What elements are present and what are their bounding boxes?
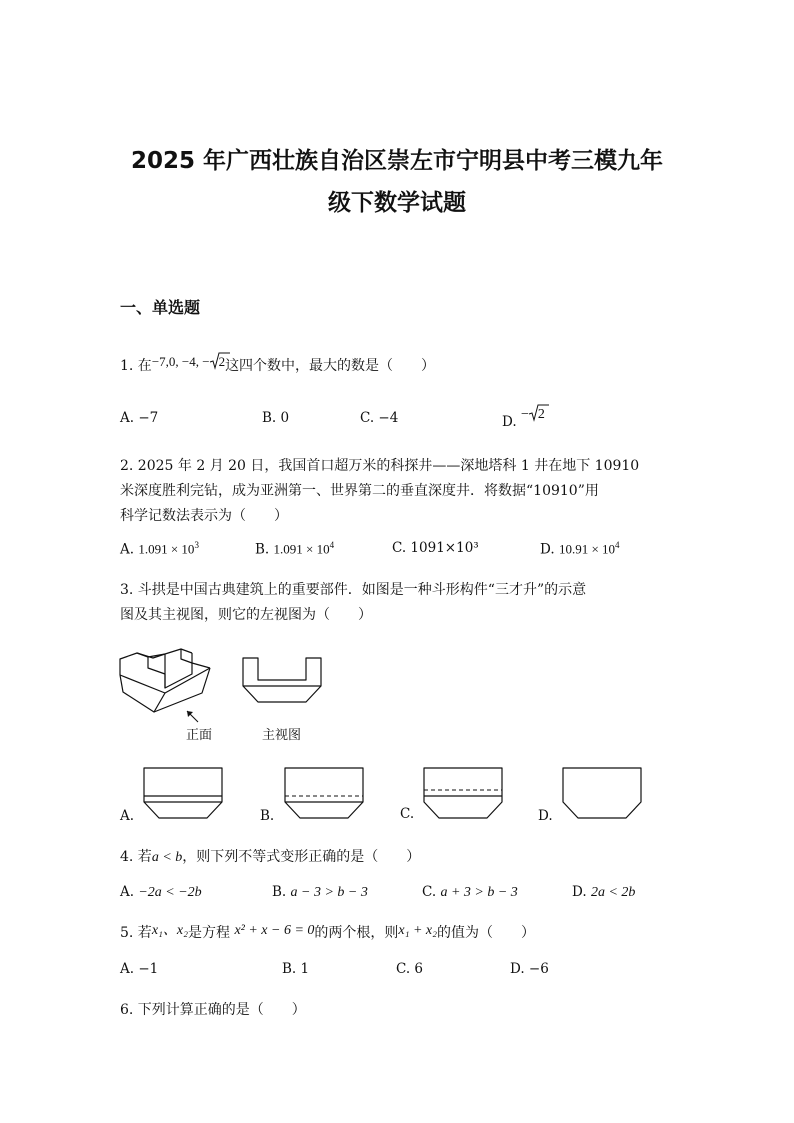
q1-option-b[interactable]: B. 0: [262, 410, 290, 426]
q1-option-d-label: D.: [502, 414, 517, 430]
q4-option-a[interactable]: [120, 884, 202, 901]
q3-option-d-label[interactable]: D.: [538, 808, 553, 824]
q4-stem-post: ，则下列不等式变形正确的是（ ）: [182, 849, 421, 865]
q5-sum: x₁ + x₂: [398, 923, 438, 938]
q1-sqrt: [210, 353, 226, 370]
q2-option-b-math: 1.091 × 10: [273, 541, 330, 557]
q5-mid2: 的两个根，则: [314, 925, 399, 941]
q1-option-c[interactable]: C. −4: [360, 410, 399, 426]
q2-line1: 2. 2025 年 2 月 20 日，我国首口超万米的科探井——深地塔科 1 井在地下 10910: [120, 458, 640, 474]
q3-option-a-figure[interactable]: [144, 768, 224, 820]
q2-option-a-label: A.: [120, 541, 135, 558]
q1-sqrt-arg: 2: [218, 354, 226, 369]
q3-main-view: [243, 658, 323, 708]
q4-option-b-label: B.: [272, 884, 287, 900]
q1-option-a[interactable]: A. −7: [120, 410, 159, 426]
q3-line1: 3. 斗拱是中国古典建筑上的重要部件．如图是一种斗形构件“三才升”的示意: [120, 582, 587, 598]
q5-stem-pre: 5. 若: [120, 925, 152, 941]
q4-option-b[interactable]: [272, 884, 368, 901]
page-title-line2: 级下数学试题: [328, 190, 466, 216]
q2-line2: 米深度胜利完钻，成为亚洲第一、世界第二的垂直深度井．将数据“10910”用: [120, 483, 599, 499]
q4-option-c[interactable]: [422, 884, 518, 901]
q5-roots: x₁、x₂: [151, 923, 188, 938]
q3-option-b-figure[interactable]: [285, 768, 365, 820]
q4-option-d[interactable]: [572, 884, 635, 901]
q3-front-label: 正面: [186, 728, 213, 743]
q3-isometric-figure: [118, 648, 218, 720]
q5-option-d[interactable]: D. −6: [510, 961, 549, 977]
q2-line3: 科学记数法表示为（ ）: [120, 508, 288, 524]
q3-option-c-figure[interactable]: [424, 768, 504, 820]
question-5: [120, 922, 535, 942]
q2-option-d-math: 10.91 × 10: [558, 541, 616, 557]
q3-option-a-label[interactable]: A.: [120, 808, 135, 824]
q2-option-a[interactable]: [120, 540, 199, 558]
q1-option-d[interactable]: [502, 405, 545, 430]
q4-option-b-math: a − 3 > b − 3: [290, 885, 368, 900]
question-1: [120, 355, 435, 375]
q4-option-d-math: 2a < 2b: [590, 885, 636, 900]
q4-option-a-label: A.: [120, 884, 135, 900]
section-heading: 一、单选题: [120, 298, 201, 317]
q1-number: 1. 在: [120, 358, 152, 374]
q2-option-a-exp: 3: [194, 540, 199, 550]
q5-option-a[interactable]: A. −1: [120, 961, 159, 977]
q2-option-b-label: B.: [255, 541, 270, 558]
q4-stem-pre: 4. 若: [120, 849, 152, 865]
q5-equation: x² + x − 6 = 0: [234, 923, 315, 938]
q3-main-view-label: 主视图: [262, 728, 302, 743]
q2-option-d-exp: 4: [615, 540, 620, 550]
q2-option-d-label: D.: [540, 541, 555, 558]
q5-post: 的值为（ ）: [437, 925, 536, 941]
q4-stem-math: a < b: [151, 850, 183, 865]
q3-option-d-figure[interactable]: [563, 768, 643, 820]
q2-option-d[interactable]: [540, 540, 620, 558]
q6-stem: 6. 下列计算正确的是（ ）: [120, 1002, 306, 1018]
q1-option-d-arg: 2: [537, 407, 545, 422]
q3-option-c-label[interactable]: C.: [400, 806, 415, 822]
q4-option-d-label: D.: [572, 884, 587, 900]
q5-option-b[interactable]: B. 1: [282, 961, 310, 977]
q2-option-b[interactable]: [255, 540, 334, 558]
q2-option-a-math: 1.091 × 10: [138, 541, 195, 557]
page-title-line1: 2025 年广西壮族自治区崇左市宁明县中考三模九年: [130, 148, 664, 174]
q4-option-c-math: a + 3 > b − 3: [440, 885, 518, 900]
q2-option-c[interactable]: C. 1091×10³: [392, 540, 479, 556]
q3-line2: 图及其主视图，则它的左视图为（ ）: [120, 607, 372, 623]
q1-option-d-minus: −: [520, 407, 529, 422]
q1-numbers: −7,0, −4, −: [151, 354, 210, 369]
q4-option-a-math: −2a < −2b: [138, 885, 202, 900]
q2-option-b-exp: 4: [329, 540, 335, 550]
q5-option-c[interactable]: C. 6: [396, 961, 424, 977]
q1-stem-after: 这四个数中，最大的数是（ ）: [225, 358, 436, 374]
q5-mid: 是方程: [187, 925, 230, 941]
question-4: [120, 846, 420, 866]
q4-option-c-label: C.: [422, 884, 437, 900]
q3-option-b-label[interactable]: B.: [260, 808, 275, 824]
